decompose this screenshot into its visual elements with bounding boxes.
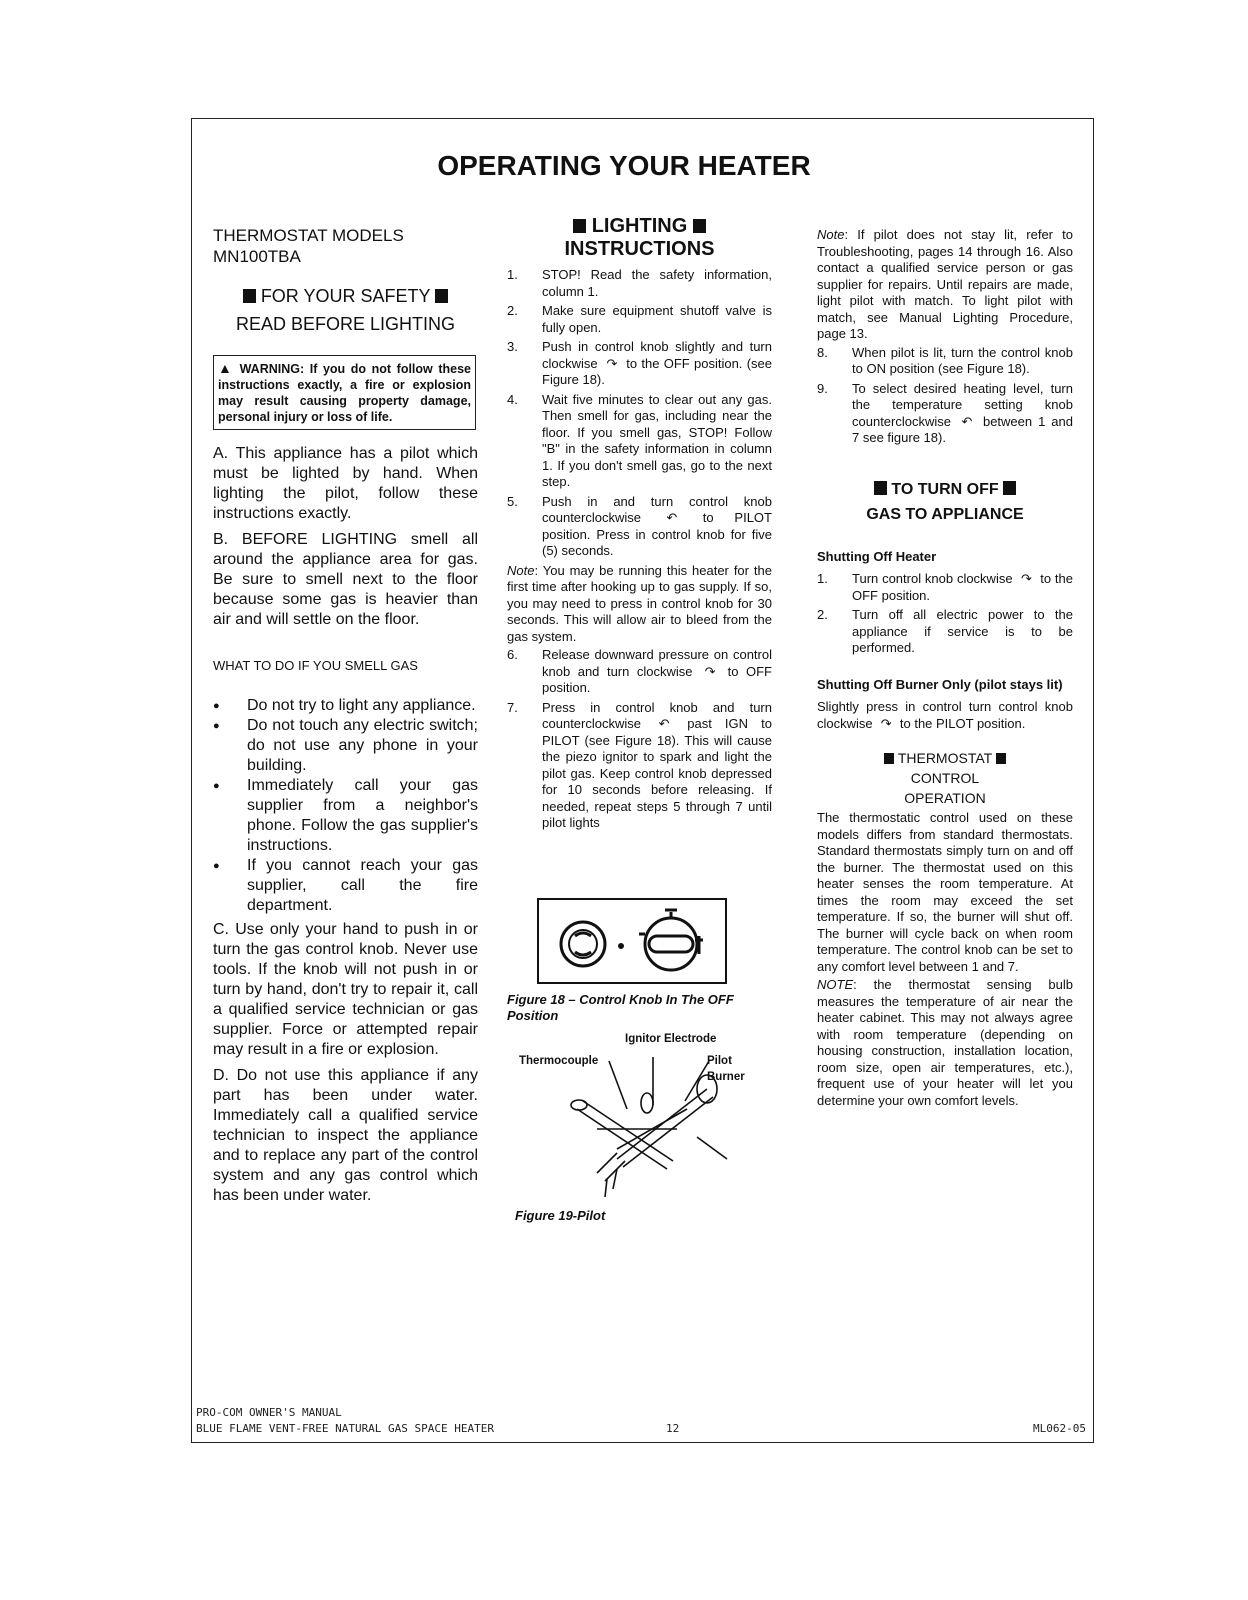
list-item: 7. Press in control knob and turn counterclockwise ↶ past IGN to PILOT (see Figure 18). This will cause the piezo ignitor to spark and light the pilot gas. Keep control knob depressed for 10 seconds before releasing. If needed, repeat steps 5 through 7 until pilot lights — [507, 699, 772, 830]
turn-off-heading: TO TURN OFF GAS TO APPLIANCE — [866, 480, 1024, 523]
models-heading: THERMOSTAT MODELS MN100TBA — [213, 226, 404, 266]
pilot-burner-label: Pilot Burner — [707, 1054, 745, 1083]
warning-triangle-icon: ▲ — [218, 360, 234, 376]
square-bullet-icon — [693, 219, 706, 233]
ignitor-label: Ignitor Electrode — [625, 1032, 717, 1045]
list-item: 1. STOP! Read the safety information, column 1. — [507, 267, 772, 299]
column-safety — [213, 225, 478, 1212]
thermostat-text: The thermostatic control used on these models differs from standard thermostats. Standard thermostats simply turn on and off the burner. The thermostat used on this heater senses the room temperature. At times the room may exceed the set temperature. If so, the burner will shut off. The burner will cycle back on when room temperature. The control knob can be set to any comfort level between 1 and 7. — [817, 810, 1073, 974]
figure-19-caption: Figure 19-Pilot — [515, 1207, 606, 1223]
pilot-assembly-icon — [557, 1049, 757, 1199]
warning-label: WARNING: — [239, 362, 305, 376]
document-code: ML062-05 — [1033, 1422, 1086, 1435]
counterclockwise-arrow-icon: ↶ — [658, 716, 670, 731]
lighting-steps-continued — [507, 647, 772, 832]
square-bullet-icon — [573, 219, 586, 233]
control-knob-figure — [537, 898, 727, 984]
lighting-heading: LIGHTING INSTRUCTIONS — [564, 215, 715, 260]
lighting-steps-final — [817, 345, 1073, 447]
thermocouple-label: Thermocouple — [519, 1054, 599, 1067]
paragraph-d: D. Do not use this appliance if any part has been under water. Immediately call a qualified service technician to inspect the appliance and to replace any part of the control system and any gas control which has been under water. — [213, 1067, 478, 1204]
list-item: 8. When pilot is lit, turn the control knob to ON position (see Figure 18). — [817, 344, 1073, 376]
smell-gas-heading: WHAT TO DO IF YOU SMELL GAS — [213, 658, 418, 673]
warning-box — [213, 355, 476, 430]
square-bullet-icon — [435, 289, 448, 303]
thermostat-note: NOTE: the thermostat sensing bulb measures the temperature of air near the heater cabinet. This may not always agree with room temperature (depending on housing construction, installation location, room size, open air temperatures, etc.), frequent use of your heater will let you determine your own comfort levels. — [817, 977, 1073, 1108]
burner-only-heading: Shutting Off Burner Only (pilot stays lit) — [817, 676, 1063, 692]
shut-off-steps — [817, 571, 1073, 657]
list-item: ● If you cannot reach your gas supplier, call the fire department. — [213, 856, 478, 916]
safety-subheading: READ BEFORE LIGHTING — [235, 314, 456, 334]
counterclockwise-arrow-icon: ↶ — [961, 413, 973, 429]
clockwise-arrow-icon: ↷ — [1020, 571, 1032, 586]
list-item: 3. Push in control knob slightly and turn clockwise ↷ to the OFF position. (see Figure 18). — [507, 339, 772, 387]
list-item: ● Immediately call your gas supplier from a neighbor's phone. Follow the gas supplier's instructions. — [213, 776, 478, 856]
list-item: 5. Push in and turn control knob counterclockwise ↶ to PILOT position. Press in control knob for five (5) seconds. — [507, 493, 772, 558]
square-bullet-icon — [884, 753, 894, 764]
page-number: 12 — [666, 1422, 680, 1435]
list-item: 1. Turn control knob clockwise ↷ to the OFF position. — [817, 571, 1073, 603]
list-item: 2. Turn off all electric power to the appliance if service is to be performed. — [817, 607, 1073, 655]
column-lighting — [507, 215, 772, 1224]
square-bullet-icon — [243, 289, 256, 303]
paragraph-c: C. Use only your hand to push in or turn the gas control knob. Never use tools. If the knob will not push in or turn by hand, don't try to repair it, call a qualified service technician or gas supplier. Force or attempted repair may result in a fire or explosion. — [213, 921, 478, 1058]
list-item: 2. Make sure equipment shutoff valve is fully open. — [507, 303, 772, 335]
square-bullet-icon — [874, 481, 887, 495]
footer-manual: PRO-COM OWNER'S MANUAL — [196, 1406, 342, 1419]
warning-text: If you do not follow these instructions exactly, a fire or explosion may result causing property damage, personal injury or loss of life. — [218, 362, 471, 424]
note-pilot: Note: If pilot does not stay lit, refer to Troubleshooting, pages 14 through 16. Also contact a qualified service person or gas supplier for repairs. Until repairs are made, light pilot with match. To light pilot with match, see Manual Lighting Procedure, page 13. — [817, 227, 1073, 341]
footer-product: BLUE FLAME VENT-FREE NATURAL GAS SPACE HEATER — [196, 1422, 495, 1435]
burner-only-text: Slightly press in control turn control knob clockwise ↷ to the PILOT position. — [817, 699, 1073, 731]
clockwise-arrow-icon: ↷ — [704, 663, 716, 679]
list-item: ● Do not try to light any appliance. — [213, 696, 478, 716]
figure-18-caption: Figure 18 – Control Knob In The OFF Position — [507, 991, 734, 1023]
shutting-off-heading: Shutting Off Heater — [817, 548, 937, 564]
list-item: 4. Wait five minutes to clear out any gas. Then smell for gas, including near the floor. If you smell gas, STOP! Follow "B" in the safety information in column 1. If you don't smell gas, go to the next step. — [507, 391, 772, 489]
square-bullet-icon — [996, 753, 1006, 764]
smell-gas-list — [213, 696, 478, 916]
pilot-figure — [507, 1029, 772, 1204]
clockwise-arrow-icon: ↷ — [606, 355, 618, 371]
list-item: ● Do not touch any electric switch; do not use any phone in your building. — [213, 716, 478, 776]
counterclockwise-arrow-icon: ↶ — [666, 510, 678, 525]
page-footer — [196, 1405, 1086, 1437]
control-knob-icon — [539, 900, 725, 982]
lighting-steps — [507, 267, 772, 560]
paragraph-b: B. BEFORE LIGHTING smell all around the appliance area for gas. Be sure to smell next to the floor because some gas is heavier than air and will settle on the floor. — [213, 531, 478, 628]
paragraph-a: A. This appliance has a pilot which must be lighted by hand. When lighting the pilot, follow these instructions exactly. — [213, 445, 478, 522]
list-item: 6. Release downward pressure on control knob and turn clockwise ↷ to OFF position. — [507, 647, 772, 695]
column-shutdown — [817, 225, 1073, 1111]
list-item: 9. To select desired heating level, turn the temperature setting knob counterclockwise ↶ between 1 and 7 see figure 18). — [817, 380, 1073, 445]
square-bullet-icon — [1003, 481, 1016, 495]
note-first-time: Note: You may be running this heater for the first time after hooking up to gas supply. If so, you may need to press in control knob for 30 seconds. This will allow air to bleed from the gas system. — [507, 562, 772, 644]
safety-heading: FOR YOUR SAFETY — [213, 285, 478, 307]
clockwise-arrow-icon: ↷ — [880, 715, 892, 731]
page-title: OPERATING YOUR HEATER — [437, 150, 811, 181]
thermostat-heading: THERMOSTAT CONTROL OPERATION — [817, 748, 1073, 808]
